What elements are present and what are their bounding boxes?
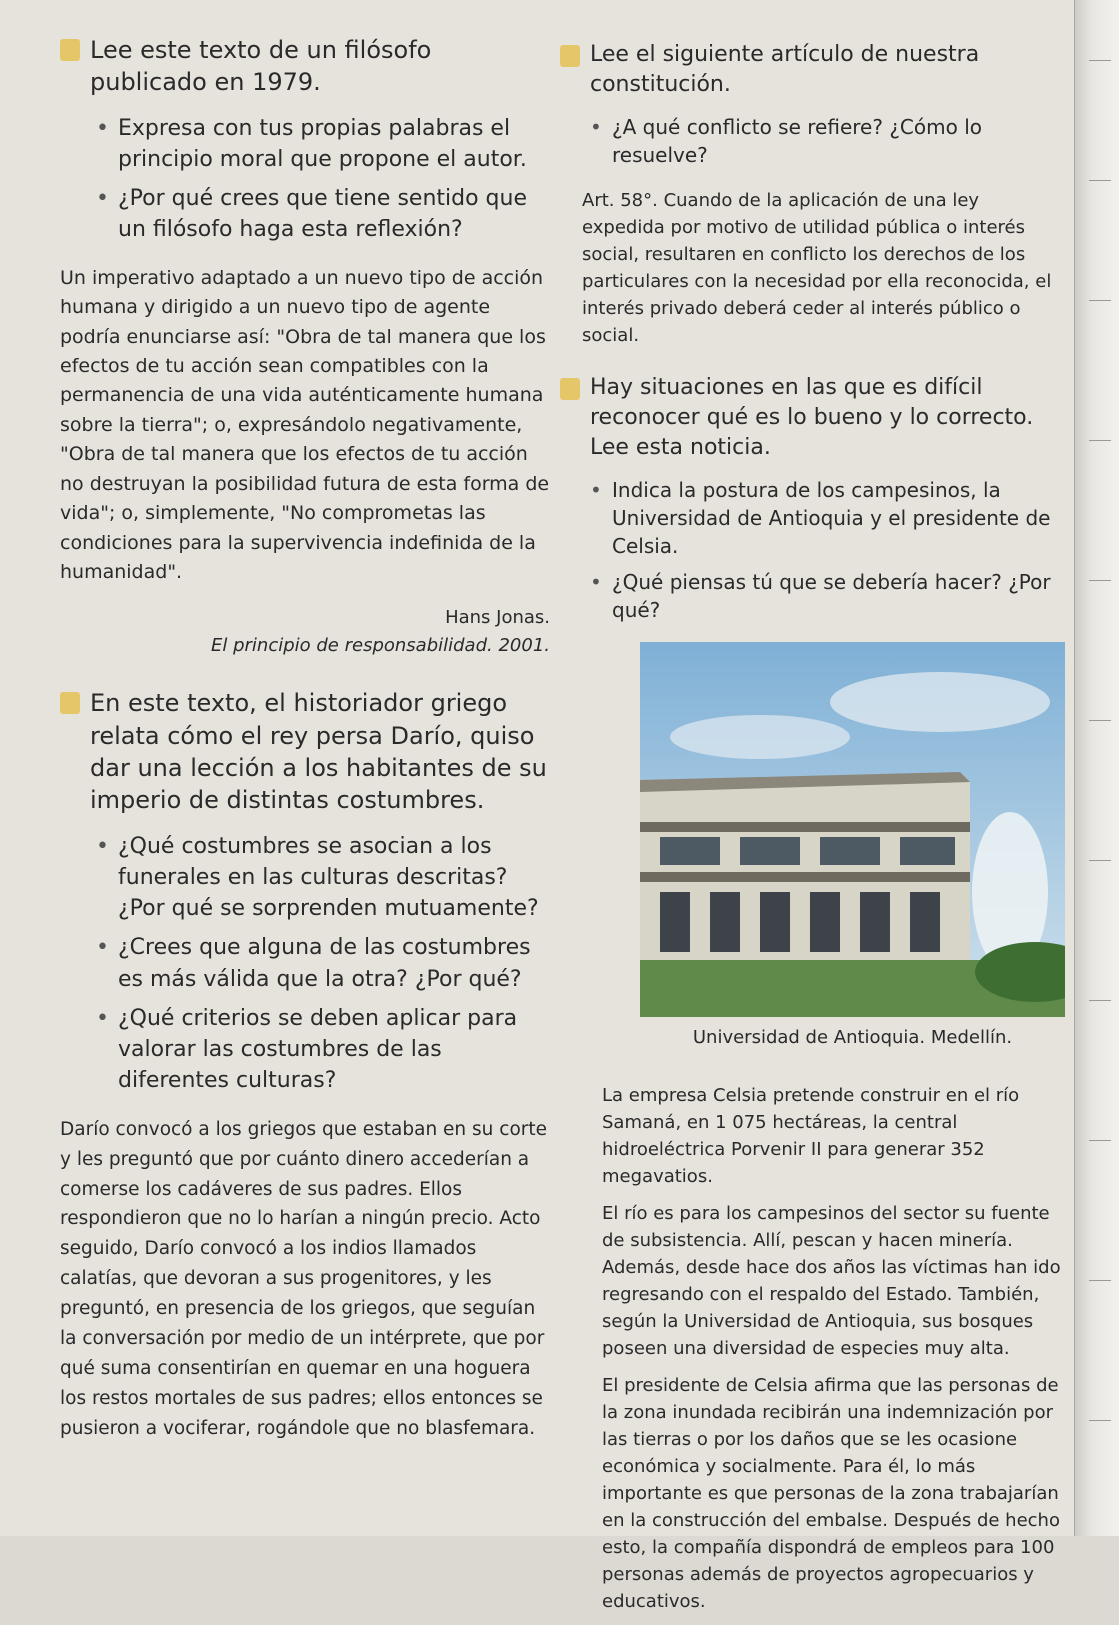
task-2-questions <box>60 831 550 1097</box>
task-3-questions <box>560 113 1065 169</box>
university-building-photo <box>640 642 1065 1017</box>
news-article <box>560 1082 1065 1615</box>
question: • Indica la postura de los campesinos, la Universidad de Antioquia y el presidente de Celsia. <box>612 476 1065 560</box>
task-2 <box>60 687 550 817</box>
question: • Expresa con tus propias palabras el principio moral que propone el autor. <box>118 113 550 175</box>
university-photo-figure <box>640 642 1065 1048</box>
right-column <box>560 40 1065 1625</box>
book-title: El principio de responsabilidad. 2001. <box>210 635 550 657</box>
news-paragraph: El presidente de Celsia afirma que las personas de la zona inundada recibirán una indemnización por las tierras o por los daños que se les ocasione económica y socialmente. Para él, lo más importante es que personas de la zona trabajarían en la construcción del embalse. Después de hecho esto, la compañía dispondrá de empleos para 100 personas además de proyectos agropecuarios y educativos. <box>602 1375 1060 1613</box>
task-number-badge <box>560 45 580 67</box>
news-paragraph: La empresa Celsia pretende construir en el río Samaná, en 1 075 hectáreas, la central hidroeléctrica Porvenir II para generar 352 megavatios. <box>602 1085 1020 1188</box>
news-paragraph: El río es para los campesinos del sector su fuente de subsistencia. Allí, pescan y hacen minería. Además, desde hace dos años las víctimas han ido regresando con el respaldo del Estado. También, según la Universidad de Antioquia, sus bosques poseen una diversidad de especies muy alta. <box>602 1203 1061 1360</box>
task-3-text: Lee el siguiente artículo de nuestra constitución. <box>590 42 980 97</box>
jonas-quote: Un imperativo adaptado a un nuevo tipo de acción humana y dirigido a un nuevo tipo de agente podría enunciarse así: "Obra de tal manera que los efectos de tu acción sean compatibles con la permanencia de una vida auténticamente humana sobre la tierra"; o, expresándolo negativamente, "Obra de tal manera que los efectos de tu acción no destruyan la posibilidad futura de esta forma de vida"; o, simplemente, "No comprometas las condiciones para la supervivencia indefinida de la humanidad". <box>60 266 550 584</box>
task-4-text: Hay situaciones en las que es difícil reconocer qué es lo bueno y lo correcto. Lee esta noticia. <box>590 375 1034 460</box>
task-1-questions <box>60 113 550 246</box>
author-name: Hans Jonas. <box>445 606 550 628</box>
question: • ¿Qué piensas tú que se debería hacer? ¿Por qué? <box>612 568 1065 624</box>
task-3 <box>560 40 1065 99</box>
question: • ¿Por qué crees que tiene sentido que un filósofo haga esta reflexión? <box>118 183 550 245</box>
question: • ¿Crees que alguna de las costumbres es más válida que la otra? ¿Por qué? <box>118 932 550 994</box>
task-number-badge <box>60 692 80 714</box>
page-edge-mark <box>1089 440 1111 441</box>
task-4 <box>560 373 1065 462</box>
task-number-badge <box>60 39 80 61</box>
question: • ¿Qué criterios se deben aplicar para valorar las costumbres de las diferentes culturas? <box>118 1003 550 1097</box>
page-edge-mark <box>1089 720 1111 721</box>
task-4-questions <box>560 476 1065 624</box>
page-edge-mark <box>1089 580 1111 581</box>
page-edge-mark <box>1089 300 1111 301</box>
task-1-text: Lee este texto de un filósofo publicado en 1979. <box>90 36 432 97</box>
task-2-text: En este texto, el historiador griego relata cómo el rey persa Darío, quiso dar una lección a los habitantes de su imperio de distintas costumbres. <box>90 689 547 815</box>
photo-caption: Universidad de Antioquia. Medellín. <box>692 1027 1013 1049</box>
page-edge <box>1074 0 1119 1536</box>
question: • ¿A qué conflicto se refiere? ¿Cómo lo resuelve? <box>612 113 1065 169</box>
page-edge-mark <box>1089 1420 1111 1421</box>
dario-story: Darío convocó a los griegos que estaban en su corte y les preguntó que por cuánto dinero accederían a comerse los cadáveres de sus padres. Ellos respondieron que no lo harían a ningún precio. Acto seguido, Darío convocó a los indios llamados calatías, que devoran a sus progenitores, y les preguntó, en presencia de los griegos, que seguían la conversación por medio de un intérprete, que por qué suma consentirían en quemar en una hoguera los restos mortales de sus padres; ellos entonces se pusieron a vociferar, rogándole que no blasfemara. <box>60 1118 548 1440</box>
left-column <box>60 34 550 1444</box>
page-edge-mark <box>1089 180 1111 181</box>
constitution-article: Art. 58°. Cuando de la aplicación de una ley expedida por motivo de utilidad pública o interés social, resultaren en conflicto los derechos de los particulares con la necesidad por ella reconocida, el interés privado deberá ceder al interés público o social. <box>582 190 1052 347</box>
page-edge-mark <box>1089 60 1111 61</box>
task-1 <box>60 34 550 99</box>
page-edge-mark <box>1089 1140 1111 1141</box>
page-edge-mark <box>1089 1280 1111 1281</box>
page-edge-mark <box>1089 1000 1111 1001</box>
question: • ¿Qué costumbres se asocian a los funerales en las culturas descritas? ¿Por qué se sorprenden mutuamente? <box>118 831 550 925</box>
page-edge-mark <box>1089 860 1111 861</box>
task-number-badge <box>560 378 580 400</box>
quote-attribution <box>60 604 550 662</box>
